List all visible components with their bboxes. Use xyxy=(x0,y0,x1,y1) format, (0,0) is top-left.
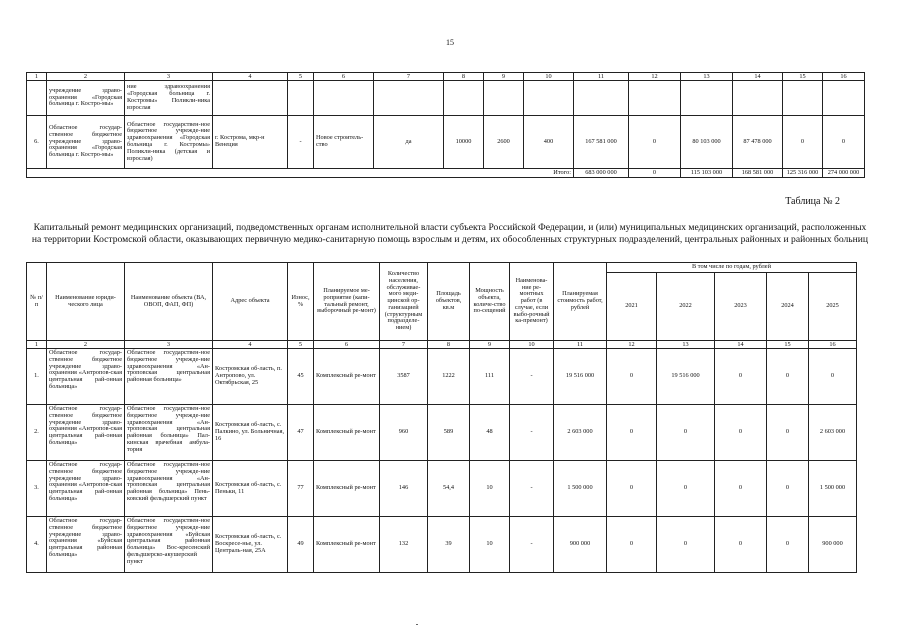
column-number: 13 xyxy=(657,341,715,349)
cell-object: Областное государствен-ное бюджетное учрежде-ние здравоохранения «Ан-троповская центральная районная больница» Пал-кинская врачебная амбула-тория xyxy=(125,405,213,461)
column-number: 11 xyxy=(554,341,607,349)
cell-legal: учреждение здраво-охранения «Городская больница г. Костро-мы» xyxy=(47,81,125,116)
cell-power: 10 xyxy=(470,517,510,573)
cell-wear xyxy=(288,81,314,116)
cell-n: 6. xyxy=(27,116,47,169)
cell-2021: 0 xyxy=(607,461,657,517)
cell-work: 400 xyxy=(524,116,574,169)
cell-wear: - xyxy=(288,116,314,169)
cell-need: да xyxy=(374,116,444,169)
col-header-year: 2024 xyxy=(767,273,809,341)
cell-cost xyxy=(574,81,629,116)
total-2022: 115 103 000 xyxy=(681,169,733,178)
cell-2025: 900 000 xyxy=(809,517,857,573)
column-number: 12 xyxy=(607,341,657,349)
col-header-address: Адрес объекта xyxy=(213,263,288,341)
column-number: 14 xyxy=(715,341,767,349)
col-header-by-year: В том числе по годам, рублей xyxy=(607,263,857,273)
cell-area xyxy=(444,81,484,116)
column-number: 2 xyxy=(47,341,125,349)
column-number: 14 xyxy=(733,73,783,81)
cell-legal: Областное государ-ственное бюджетное учреждение здраво-охранения «Антропов-ская центральная рай-онная больница» xyxy=(47,349,125,405)
column-number: 8 xyxy=(428,341,470,349)
column-number: 2 xyxy=(47,73,125,81)
cell-works: - xyxy=(510,517,554,573)
column-number: 4 xyxy=(213,341,288,349)
cell-2025: 0 xyxy=(823,116,865,169)
column-number: 5 xyxy=(288,73,314,81)
column-number: 1 xyxy=(27,73,47,81)
table-1-continuation xyxy=(26,72,865,178)
scan-mark xyxy=(416,624,418,625)
table-row xyxy=(27,116,865,169)
cell-2021: 0 xyxy=(607,517,657,573)
column-number: 9 xyxy=(470,341,510,349)
column-number: 15 xyxy=(767,341,809,349)
cell-address: Костромская об-ласть, с. Палкино, ул. Больничная, 16 xyxy=(213,405,288,461)
col-header-year: 2022 xyxy=(657,273,715,341)
cell-2025: 2 603 000 xyxy=(809,405,857,461)
cell-2022: 80 103 000 xyxy=(681,116,733,169)
cell-legal: Областное государ-ственное бюджетное учреждение здраво-охранения «Антропов-ская центральная рай-онная больница» xyxy=(47,405,125,461)
column-number: 8 xyxy=(444,73,484,81)
cell-object: Областное государствен-ное бюджетное учрежде-ние здравоохранения «Ан-троповская центральная районная больница» xyxy=(125,349,213,405)
total-2023: 168 581 000 xyxy=(733,169,783,178)
cell-object: Областное государствен-ное бюджетное учрежде-ние здравоохранения «Городская больница г. Костромы» Поликли-ника (детская и взрослая) xyxy=(125,116,213,169)
cell-area: 39 xyxy=(428,517,470,573)
col-header-year: 2025 xyxy=(809,273,857,341)
cell-population: 960 xyxy=(380,405,428,461)
cell-2025 xyxy=(823,81,865,116)
cell-n: 2. xyxy=(27,405,47,461)
cell-2023: 87 478 000 xyxy=(733,116,783,169)
page-number: 15 xyxy=(446,38,454,47)
cell-population: 132 xyxy=(380,517,428,573)
cell-power: 111 xyxy=(470,349,510,405)
column-number: 6 xyxy=(314,341,380,349)
total-2021: 0 xyxy=(629,169,681,178)
column-number: 9 xyxy=(484,73,524,81)
cell-address: Костромская об-ласть, с. Пеньки, 11 xyxy=(213,461,288,517)
cell-2024: 0 xyxy=(783,116,823,169)
cell-2021: 0 xyxy=(607,349,657,405)
column-number: 5 xyxy=(288,341,314,349)
column-number: 7 xyxy=(380,341,428,349)
col-header-legal: Наименование юриди-ческого лица xyxy=(47,263,125,341)
col-header-power: Мощность объекта, количе-ство по-сещений xyxy=(470,263,510,341)
cell-2022: 0 xyxy=(657,405,715,461)
cell-2021: 0 xyxy=(607,405,657,461)
cell-2023 xyxy=(733,81,783,116)
cell-need xyxy=(374,81,444,116)
col-header-year: 2021 xyxy=(607,273,657,341)
cell-n xyxy=(27,81,47,116)
cell-legal: Областное государ-ственное бюджетное учреждение здраво-охранения «Городская больница г. Костро-мы» xyxy=(47,116,125,169)
column-number: 3 xyxy=(125,73,213,81)
cell-n: 4. xyxy=(27,517,47,573)
cell-measure: Комплексный ре-монт xyxy=(314,517,380,573)
cell-object: Областное государствен-ное бюджетное учрежде-ние здравоохранения «Ан-троповская центральная районная больница» Пень-ковский фельдшерский пункт xyxy=(125,461,213,517)
cell-2022: 19 516 000 xyxy=(657,349,715,405)
column-number: 10 xyxy=(510,341,554,349)
column-number: 10 xyxy=(524,73,574,81)
table-row-index xyxy=(27,73,865,81)
cell-legal: Областное государ-ственное бюджетное учреждение здраво-охранения «Антропов-ская центральная рай-онная больница» xyxy=(47,461,125,517)
cell-2025: 1 500 000 xyxy=(809,461,857,517)
total-2025: 274 000 000 xyxy=(823,169,865,178)
cell-2024: 0 xyxy=(767,461,809,517)
cell-cost: 2 603 000 xyxy=(554,405,607,461)
cell-measure xyxy=(314,81,374,116)
cell-object: ние здравоохранения «Городская больница г. Костромы» Поликли-ника взрослая xyxy=(125,81,213,116)
column-number: 15 xyxy=(783,73,823,81)
column-number: 12 xyxy=(629,73,681,81)
cell-cost: 1 500 000 xyxy=(554,461,607,517)
cell-cost: 19 516 000 xyxy=(554,349,607,405)
cell-2023: 0 xyxy=(715,349,767,405)
cell-area: 10000 xyxy=(444,116,484,169)
cell-n: 3. xyxy=(27,461,47,517)
cell-wear: 45 xyxy=(288,349,314,405)
cell-power: 10 xyxy=(470,461,510,517)
cell-object: Областное государствен-ное бюджетное учрежде-ние здравоохранения «Буйская центральная районная больница» Вос-кресенский фельдшерско-акушерский пункт xyxy=(125,517,213,573)
cell-work xyxy=(524,81,574,116)
cell-measure: Комплексный ре-монт xyxy=(314,461,380,517)
table-2 xyxy=(26,262,857,573)
cell-power: 48 xyxy=(470,405,510,461)
column-number: 11 xyxy=(574,73,629,81)
col-header-wear: Износ, % xyxy=(288,263,314,341)
table-row-index xyxy=(27,341,857,349)
table-2-heading: Капитальный ремонт медицинских организаций, подведомственных органам исполнительной власти субъекта Российской Федерации, и (или) муниципальных медицинских организаций, расположенных на территории Костромской области, оказывающих первичную медико-санитарную помощь взрослым и детям, их обособленных структурных подразделений, центральных районных и районных больниц xyxy=(31,222,869,245)
cell-measure: Комплексный ре-монт xyxy=(314,349,380,405)
cell-2021 xyxy=(629,81,681,116)
cell-area: 54,4 xyxy=(428,461,470,517)
cell-population: 146 xyxy=(380,461,428,517)
total-2024: 125 316 000 xyxy=(783,169,823,178)
cell-works: - xyxy=(510,461,554,517)
cell-address: Костромская об-ласть, с. Воскресе-нье, ул. Централь-ная, 25А xyxy=(213,517,288,573)
cell-power xyxy=(484,81,524,116)
col-header-cost: Планируемая стоимость работ, рублей xyxy=(554,263,607,341)
cell-population: 3587 xyxy=(380,349,428,405)
total-label: Итого: xyxy=(524,169,574,178)
cell-wear: 77 xyxy=(288,461,314,517)
table-row xyxy=(27,349,857,405)
table-row xyxy=(27,405,857,461)
cell-cost: 900 000 xyxy=(554,517,607,573)
column-number: 1 xyxy=(27,341,47,349)
cell-2024: 0 xyxy=(767,405,809,461)
table-row xyxy=(27,81,865,116)
col-header-measure: Планируемое ме-роприятие (капи-тальный ремонт, выборочный ре-монт) xyxy=(314,263,380,341)
cell-address xyxy=(213,81,288,116)
cell-power: 2600 xyxy=(484,116,524,169)
cell-2022: 0 xyxy=(657,461,715,517)
cell-n: 1. xyxy=(27,349,47,405)
cell-legal: Областное государ-ственное бюджетное учреждение здраво-охранения «Буйская центральная районная больница» xyxy=(47,517,125,573)
cell-wear: 47 xyxy=(288,405,314,461)
total-cost: 683 000 000 xyxy=(574,169,629,178)
cell-area: 589 xyxy=(428,405,470,461)
col-header-area: Площадь объектов, кв.м xyxy=(428,263,470,341)
cell-works: - xyxy=(510,405,554,461)
column-number: 16 xyxy=(823,73,865,81)
cell-2025: 0 xyxy=(809,349,857,405)
column-number: 4 xyxy=(213,73,288,81)
cell-measure: Новое строитель-ство xyxy=(314,116,374,169)
cell-2024 xyxy=(783,81,823,116)
table-number: Таблица № 2 xyxy=(785,196,840,207)
header-row-top xyxy=(27,263,857,273)
cell-works: - xyxy=(510,349,554,405)
column-number: 13 xyxy=(681,73,733,81)
table-row xyxy=(27,461,857,517)
cell-address: г. Кострома, мкр-н Венеция xyxy=(213,116,288,169)
cell-2022: 0 xyxy=(657,517,715,573)
cell-measure: Комплексный ре-монт xyxy=(314,405,380,461)
column-number: 16 xyxy=(809,341,857,349)
col-header-object: Наименование объекта (ВА, ОВОП, ФАП, ФП) xyxy=(125,263,213,341)
cell-2024: 0 xyxy=(767,517,809,573)
col-header-population: Количество населения, обслуживае-мого меди-цинской ор-ганизацией (структурным подразделе-нием) xyxy=(380,263,428,341)
cell-2022 xyxy=(681,81,733,116)
cell-2023: 0 xyxy=(715,461,767,517)
table-row xyxy=(27,517,857,573)
cell-area: 1222 xyxy=(428,349,470,405)
col-header-works: Наименова-ние ре-монтных работ (в случае, если выбо-рочный ка-премонт) xyxy=(510,263,554,341)
cell-2023: 0 xyxy=(715,517,767,573)
column-number: 7 xyxy=(374,73,444,81)
cell-2021: 0 xyxy=(629,116,681,169)
col-header-year: 2023 xyxy=(715,273,767,341)
column-number: 6 xyxy=(314,73,374,81)
cell-wear: 49 xyxy=(288,517,314,573)
cell-cost: 167 581 000 xyxy=(574,116,629,169)
col-header-n: № п/п xyxy=(27,263,47,341)
total-row xyxy=(27,169,865,178)
cell-address: Костромская об-ласть, п. Антропово, ул. Октябрьская, 25 xyxy=(213,349,288,405)
column-number: 3 xyxy=(125,341,213,349)
cell-2023: 0 xyxy=(715,405,767,461)
cell-2024: 0 xyxy=(767,349,809,405)
